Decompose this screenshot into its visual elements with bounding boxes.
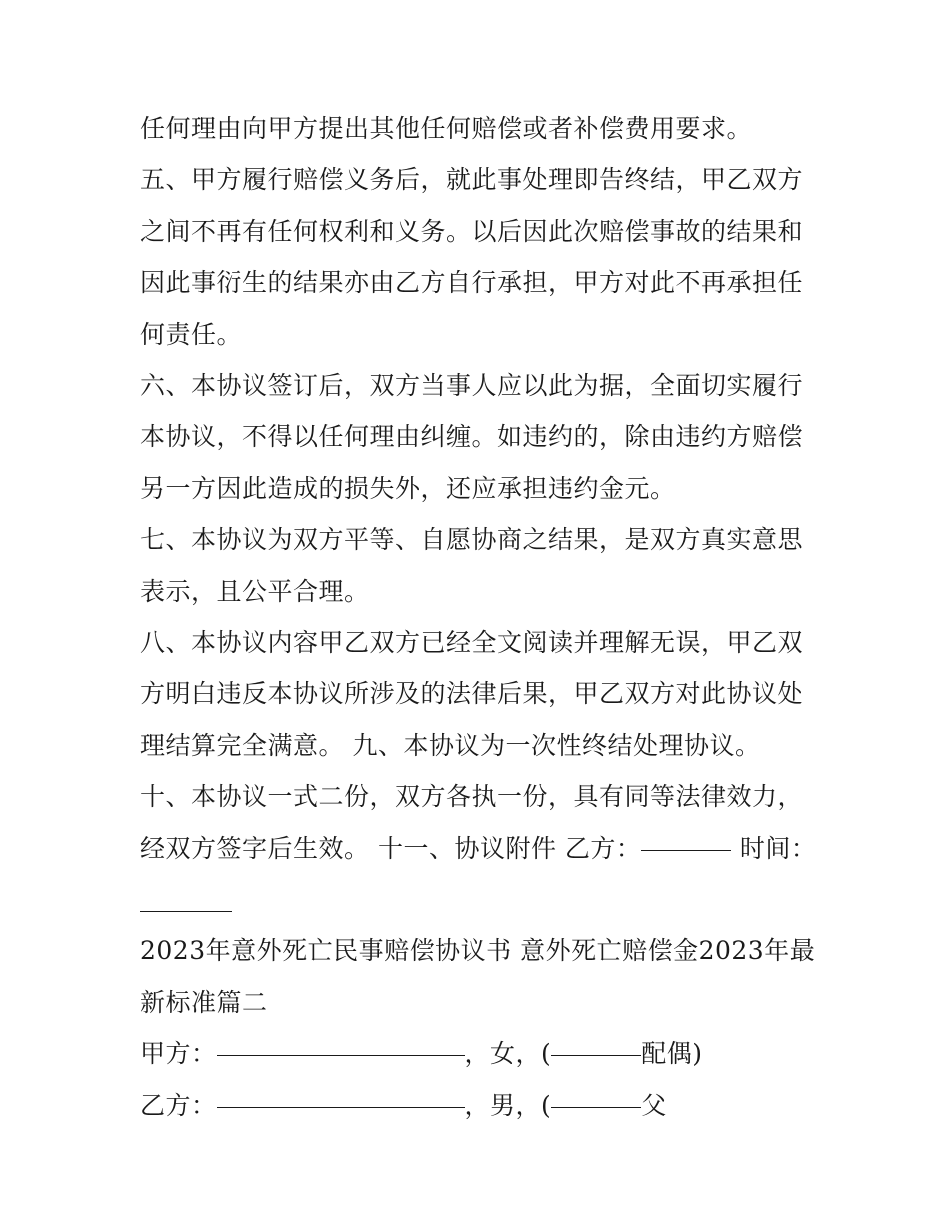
party-b-label: 乙方： [140, 1090, 217, 1120]
party-a-label: 甲方： [140, 1039, 217, 1069]
clause-six: 六、本协议签订后，双方当事人应以此为据，全面切实履行本协议，不得以任何理由纠缠。如违约的，除由违约方赔偿另一方因此造成的损失外，还应承担违约金元。 [140, 371, 804, 503]
party-a-name-blank [217, 1054, 465, 1056]
clause-five: 五、甲方履行赔偿义务后，就此事处理即告终结，甲乙双方之间不再有任何权利和义务。以后因此次赔偿事故的结果和因此事衍生的结果亦由乙方自行承担，甲方对此不再承担任何责任。 [140, 165, 804, 349]
clause-ten-eleven [140, 771, 820, 874]
document-body [140, 103, 820, 1131]
party-b-signature-blank [641, 849, 731, 851]
party-b-role: 父 [641, 1090, 667, 1120]
party-a-suffix: ，女，( [464, 1039, 552, 1069]
time-blank-row [140, 874, 820, 925]
clause-ten-text: 十、本协议一式二份，双方各执一份，具有同等法律效力，经双方签字后生效。 十一、协议附件 乙方： [140, 782, 804, 863]
party-b-suffix: ，男，( [464, 1090, 552, 1120]
clause-seven: 七、本协议为双方平等、自愿协商之结果，是双方真实意思表示，且公平合理。 [140, 525, 804, 606]
party-b-relation-blank [551, 1106, 641, 1108]
party-b-line [140, 1080, 820, 1131]
party-b-name-blank [217, 1106, 465, 1108]
clause-eight-nine: 八、本协议内容甲乙双方已经全文阅读并理解无误，甲乙双方明白违反本协议所涉及的法律后果，甲乙双方对此协议处理结算完全满意。 九、本协议为一次性终结处理协议。 [140, 628, 804, 760]
paragraph-continuation: 任何理由向甲方提出其他任何赔偿或者补偿费用要求。 [140, 114, 753, 143]
party-a-relation-blank [551, 1054, 641, 1056]
section-heading: 2023年意外死亡民事赔偿协议书 意外死亡赔偿金2023年最新标准篇二 [140, 936, 816, 1017]
time-label: 时间： [731, 833, 817, 863]
time-blank [140, 910, 232, 912]
party-a-line [140, 1028, 820, 1079]
party-a-role: 配偶) [641, 1039, 703, 1069]
